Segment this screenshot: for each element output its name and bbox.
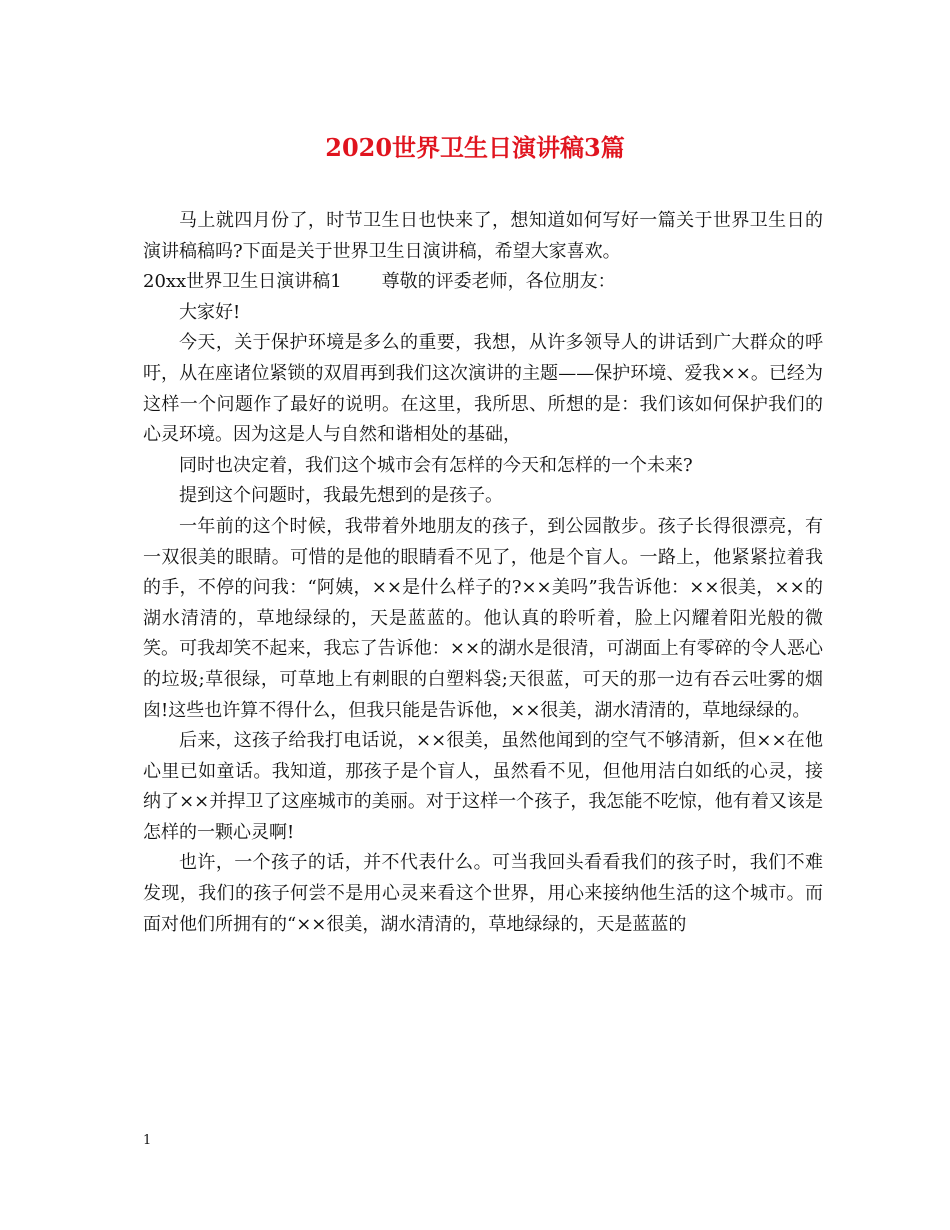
body-paragraph: 也许，一个孩子的话，并不代表什么。可当我回头看看我们的孩子时，我们不难发现，我们的孩子何尝不是用心灵来看这个世界，用心来接纳他生活的这个城市。而面对他们所拥有的“××很美，湖水清清的，草地绿绿的，天是蓝蓝的	[143, 852, 823, 935]
body-paragraph: 提到这个问题时，我最先想到的是孩子。	[179, 485, 503, 507]
section-heading-line	[143, 267, 823, 298]
page-number: 1	[143, 1133, 152, 1148]
document-body	[143, 206, 823, 940]
section-heading: 20xx世界卫生日演讲稿1	[143, 271, 342, 293]
body-paragraph: 大家好!	[179, 301, 241, 323]
body-paragraph: 后来，这孩子给我打电话说，××很美，虽然他闻到的空气不够清新，但××在他心里已如童话。我知道，那孩子是个盲人，虽然看不见，但他用洁白如纸的心灵，接纳了××并捍卫了这座城市的美丽。对于这样一个孩子，我怎能不吃惊，他有着又该是怎样的一颗心灵啊!	[143, 730, 823, 843]
body-paragraph: 同时也决定着，我们这个城市会有怎样的今天和怎样的一个未来?	[179, 454, 693, 476]
intro-paragraph: 马上就四月份了，时节卫生日也快来了，想知道如何写好一篇关于世界卫生日的演讲稿稿吗?下面是关于世界卫生日演讲稿，希望大家喜欢。	[143, 210, 823, 262]
body-paragraph: 今天，关于保护环境是多么的重要，我想，从许多领导人的讲话到广大群众的呼吁，从在座诸位紧锁的双眉再到我们这次演讲的主题——保护环境、爱我××。已经为这样一个问题作了最好的说明。在这里，我所思、所想的是：我们该如何保护我们的心灵环境。因为这是人与自然和谐相处的基础，	[143, 332, 823, 446]
salutation: 尊敬的评委老师，各位朋友：	[381, 271, 616, 293]
document-title: 2020世界卫生日演讲稿3篇	[325, 133, 625, 162]
body-paragraph: 一年前的这个时候，我带着外地朋友的孩子，到公园散步。孩子长得很漂亮，有一双很美的眼睛。可惜的是他的眼睛看不见了，他是个盲人。一路上，他紧紧拉着我的手，不停的问我：“阿姨，××是什么样子的?××美吗”我告诉他：××很美，××的湖水清清的，草地绿绿的，天是蓝蓝的。他认真的聆听着，脸上闪耀着阳光般的微笑。可我却笑不起来，我忘了告诉他：××的湖水是很清，可湖面上有零碎的令人恶心的垃圾;草很绿，可草地上有刺眼的白塑料袋;天很蓝，可天的那一边有吞云吐雾的烟囱!这些也许算不得什么，但我只能是告诉他，××很美，湖水清清的，草地绿绿的。	[143, 515, 823, 721]
